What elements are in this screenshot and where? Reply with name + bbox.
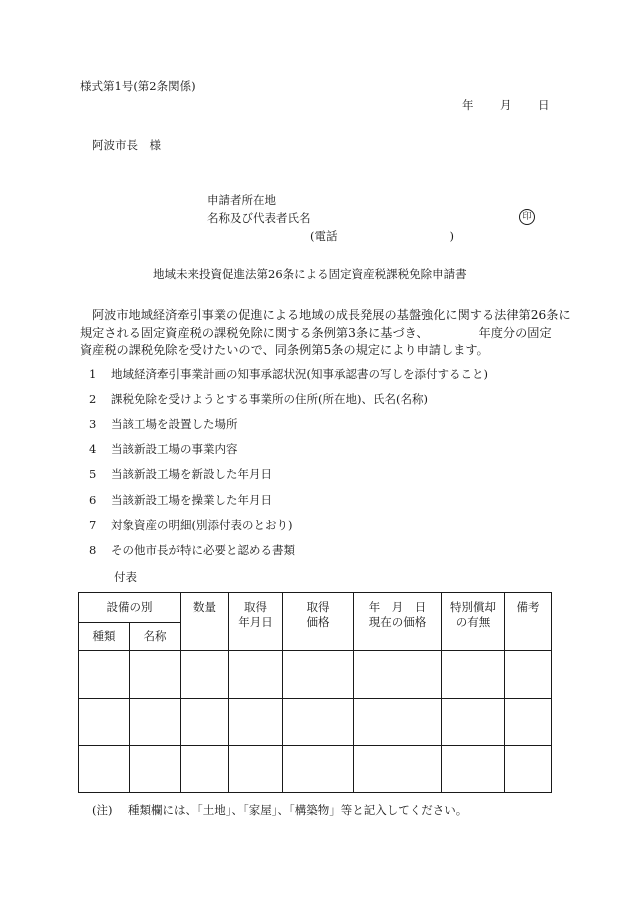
table-cell[interactable] [442,651,505,698]
table-cell[interactable] [229,651,283,698]
table-cell[interactable] [354,651,442,698]
applicant-name-label: 名称及び代表者氏名 [207,211,311,225]
table-cell[interactable] [130,745,181,792]
table-row [79,745,552,792]
header-current-price: 年 月 日 現在の価格 [354,593,442,651]
table-cell[interactable] [354,698,442,745]
document-title: 地域未来投資促進法第26条による固定資産税課税免除申請書 [153,267,467,281]
header-quantity: 数量 [181,593,229,651]
table-cell[interactable] [79,698,130,745]
body-line-2a: 規定される固定資産税の課税免除に関する条例第3条に基づき、 [80,325,429,340]
form-number: 様式第1号(第2条関係) [80,79,196,93]
table-cell[interactable] [181,745,229,792]
list-item: 5 当該新設工場を新設した年月日 [89,467,272,481]
footnote-text: 種類欄には、「土地」、「家屋」、「構築物」等と記入してください。 [128,803,468,817]
header-special-depreciation: 特別償却 の有無 [442,593,505,651]
list-item: 2 課税免除を受けようとする事業所の住所(所在地)、氏名(名称) [89,392,428,406]
list-item: 4 当該新設工場の事業内容 [89,442,238,456]
body-line-1: 阿波市地域経済牽引事業の促進による地域の成長発展の基盤強化に関する法律第26条に [92,308,571,322]
date-year: 年 [462,98,474,112]
phone-line [310,229,454,244]
header-kind: 種類 [79,623,130,651]
table-cell[interactable] [79,651,130,698]
footnote-label: (注) [92,803,113,817]
date-month: 月 [500,98,512,112]
header-equipment: 設備の別 [79,593,181,623]
list-item: 7 対象資産の明細(別添付表のとおり) [89,518,293,532]
date-day: 日 [538,98,550,112]
table-cell[interactable] [505,651,552,698]
body-line-2b: 年度分の固定 [478,325,552,340]
body-line-3: 資産税の課税免除を受けたいので、同条例第5条の規定により申請します。 [80,343,489,357]
table-cell[interactable] [130,698,181,745]
header-acquisition-price: 取得 価格 [283,593,354,651]
list-item: 3 当該工場を設置した場所 [89,417,238,431]
footnote [92,803,467,818]
seal-icon: 印 [519,209,535,225]
phone-open: (電話 [310,229,338,243]
table-cell[interactable] [283,745,354,792]
body-paragraph [80,307,571,360]
table-cell[interactable] [181,698,229,745]
table-cell[interactable] [229,698,283,745]
table-row [79,698,552,745]
body-line-2 [80,325,550,343]
header-acquisition-date: 取得 年月日 [229,593,283,651]
list-item: 6 当該新設工場を操業した年月日 [89,493,272,507]
table-cell[interactable] [130,651,181,698]
phone-close: ) [449,229,454,243]
table-cell[interactable] [229,745,283,792]
applicant-address-label: 申請者所在地 [207,193,276,207]
table-cell[interactable] [283,651,354,698]
table-cell[interactable] [505,745,552,792]
asset-detail-table [78,592,552,793]
table-cell[interactable] [442,745,505,792]
table-row [79,651,552,698]
table-cell[interactable] [79,745,130,792]
table-cell[interactable] [283,698,354,745]
table-cell[interactable] [181,651,229,698]
appendix-label: 付表 [114,570,137,584]
list-item: 8 その他市長が特に必要と認める書類 [89,543,295,557]
addressee: 阿波市長 様 [92,138,161,152]
date-line [462,98,550,113]
table-cell[interactable] [505,698,552,745]
header-name: 名称 [130,623,181,651]
table-cell[interactable] [442,698,505,745]
table-cell[interactable] [354,745,442,792]
header-remarks: 備考 [505,593,552,651]
list-item: 1 地域経済牽引事業計画の知事承認状況(知事承認書の写しを添付すること) [89,367,488,381]
